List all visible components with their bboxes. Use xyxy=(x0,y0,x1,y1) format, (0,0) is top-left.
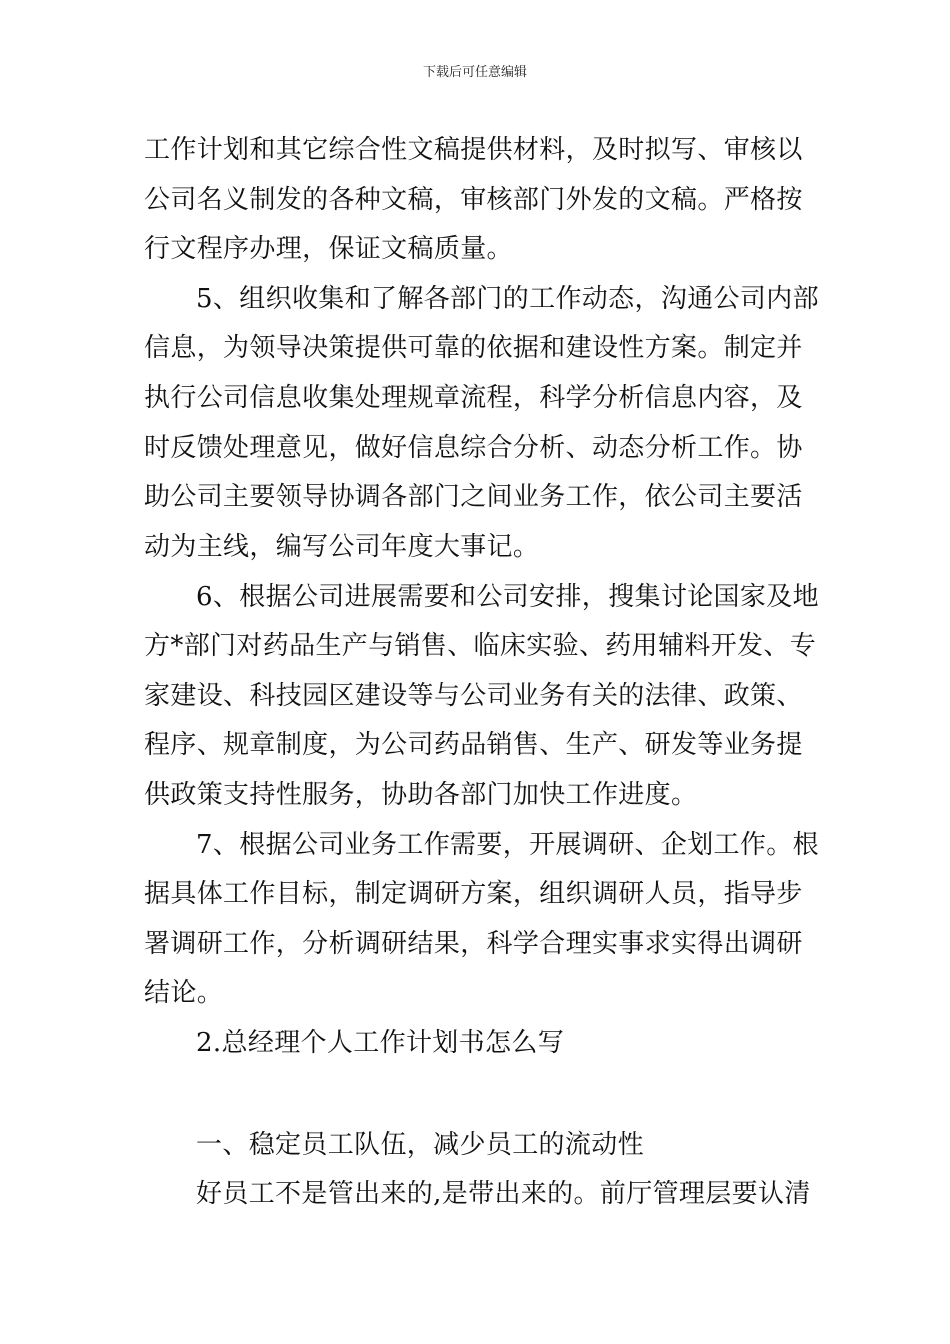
text-line: 信息，为领导决策提供可靠的依据和建设性方案。制定并 xyxy=(144,333,803,363)
text-line: 公司名义制发的各种文稿，审核部门外发的文稿。严格按 xyxy=(144,185,803,215)
text-line: 方*部门对药品生产与销售、临床实验、药用辅料开发、专 xyxy=(144,631,817,661)
text-line: 工作计划和其它综合性文稿提供材料，及时拟写、审核以 xyxy=(144,135,803,165)
section-heading: 2.总经理个人工作计划书怎么写 xyxy=(196,1028,565,1058)
text-line: 动为主线，编写公司年度大事记。 xyxy=(144,532,540,562)
text-line: 执行公司信息收集处理规章流程，科学分析信息内容，及 xyxy=(144,383,803,413)
text-line: 时反馈处理意见，做好信息综合分析、动态分析工作。协 xyxy=(144,433,803,463)
text-line: 助公司主要领导协调各部门之间业务工作，依公司主要活 xyxy=(144,482,803,512)
paragraph-start-line: 好员工不是管出来的,是带出来的。前厅管理层要认清 xyxy=(196,1179,811,1209)
text-line: 据具体工作目标，制定调研方案，组织调研人员，指导步 xyxy=(144,879,803,909)
page-header: 下载后可任意编辑 xyxy=(422,65,527,80)
text-line: 家建设、科技园区建设等与公司业务有关的法律、政策、 xyxy=(144,681,803,711)
text-line: 供政策支持性服务，协助各部门加快工作进度。 xyxy=(144,780,698,810)
text-line: 署调研工作，分析调研结果，科学合理实事求实得出调研 xyxy=(144,929,803,959)
text-line: 结论。 xyxy=(144,978,224,1008)
text-line: 行文程序办理，保证文稿质量。 xyxy=(144,234,513,264)
text-line: 程序、规章制度，为公司药品销售、生产、研发等业务提 xyxy=(144,730,803,760)
subsection-heading: 一、稳定员工队伍，减少员工的流动性 xyxy=(196,1130,644,1160)
paragraph-start-line: 7、根据公司业务工作需要，开展调研、企划工作。根 xyxy=(196,830,819,860)
paragraph-start-line: 5、组织收集和了解各部门的工作动态，沟通公司内部 xyxy=(196,284,819,314)
paragraph-start-line: 6、根据公司进展需要和公司安排，搜集讨论国家及地 xyxy=(196,582,819,612)
